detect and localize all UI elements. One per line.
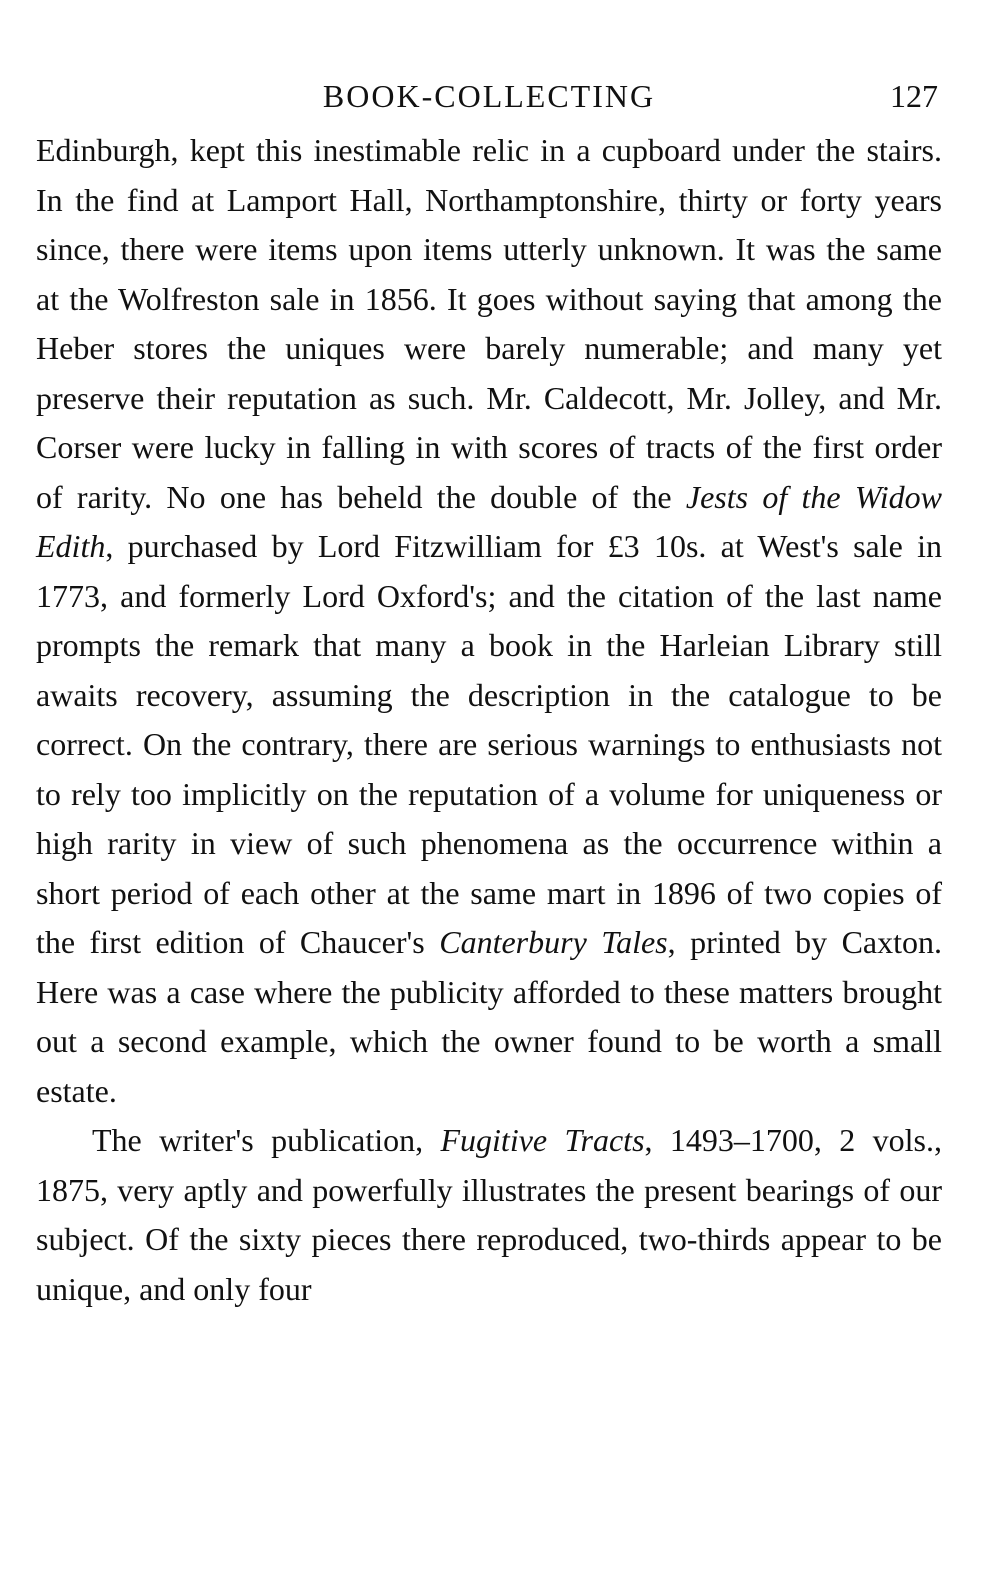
text-run: , 1493–1700, 2 vols., 1875, very aptly and powerfully illustrates the present bearings of our subject. Of the sixty pieces there reproduced, two-thirds appear to be unique, and only four	[36, 1122, 943, 1307]
paragraph-1	[36, 126, 942, 1116]
italic-title-fugitive: Fugitive Tracts	[440, 1122, 645, 1158]
running-head	[36, 78, 942, 126]
paragraph-2	[36, 1116, 942, 1314]
running-title: BOOK-COLLECTING	[322, 78, 656, 114]
text-run: , purchased by Lord Fitzwilliam for £3 10s. at West's sale in 1773, and formerly Lord Oxford's; and the citation of the last name prompts the remark that many a book in the Harleian Library still awaits recovery, assuming the description in the catalogue to be correct. On the contrary, there are serious warnings to enthusiasts not to rely too implicitly on the reputation of a volume for uniqueness or high rarity in view of such phenomena as the occurrence within a short period of each other at the same mart in 1896 of two copies of the first edition of Chaucer's	[36, 528, 942, 960]
italic-title-jests: Jests of the Widow Edith	[36, 478, 943, 564]
text-run: , printed by Caxton. Here was a case where the publicity afforded to these matters brought out a second example, which the owner found to be worth a small estate.	[36, 924, 943, 1109]
page-number: 127	[890, 78, 938, 114]
text-run: Edinburgh, kept this inestimable relic in a cupboard under the stairs. In the find at Lamport Hall, Northamptonshire, thirty or forty years since, there were items upon items utterly unknown. It was the same at the Wolfreston sale in 1856. It goes without saying that among the Heber stores the uniques were barely numerable; and many yet preserve their reputation as such. Mr. Caldecott, Mr. Jolley, and Mr. Corser were lucky in falling in with scores of tracts of the first order of rarity. No one has beheld the double of the	[36, 132, 942, 515]
italic-title-canterbury: Canterbury Tales	[439, 924, 668, 960]
book-page	[36, 78, 942, 1314]
text-run: The writer's publication,	[92, 1122, 441, 1158]
